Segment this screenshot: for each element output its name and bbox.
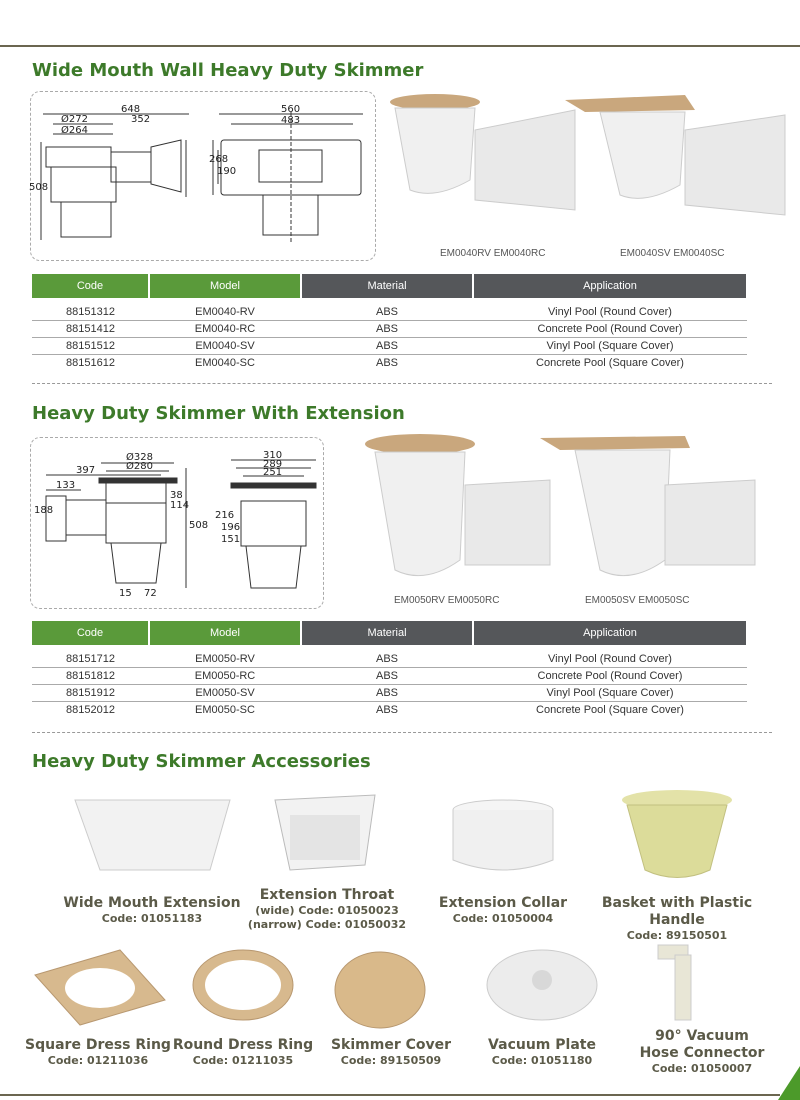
square-cover-skimmer-image: [565, 95, 785, 215]
col-code: Code: [32, 274, 149, 298]
table-row: 88151612 EM0040-SC ABS Concrete Pool (Square Cover): [66, 357, 684, 369]
dimension-drawing: [30, 91, 376, 261]
square-dress-ring-image: [35, 950, 165, 1025]
section-divider: [32, 383, 772, 384]
svg-text:289: 289: [263, 459, 283, 470]
spec-table: [32, 274, 748, 371]
wide-mouth-extension-image: [75, 800, 230, 870]
col-model: Model: [149, 274, 301, 298]
svg-text:151: 151: [221, 534, 241, 545]
svg-text:133: 133: [56, 480, 76, 491]
basket-image: [622, 790, 732, 878]
svg-text:38: 38: [170, 490, 183, 501]
accessory-item: Extension Throat (wide) Code: 01050023 (narrow) Code: 01050032: [247, 887, 407, 931]
svg-text:190: 190: [217, 166, 237, 177]
skimmer-diagram: [31, 438, 323, 608]
col-application: Application: [473, 621, 747, 645]
col-material: Material: [301, 621, 473, 645]
square-cover-skimmer-image: [540, 436, 755, 576]
col-application: Application: [473, 274, 747, 298]
vacuum-plate-image: [487, 950, 597, 1020]
table-row: 88151712 EM0050-RV ABS Vinyl Pool (Round Cover): [32, 645, 747, 668]
table-row: 88151912 EM0050-SV ABS Vinyl Pool (Square Cover): [32, 685, 747, 702]
accessory-item: Skimmer Cover Code: 89150509: [330, 1037, 452, 1067]
svg-text:72: 72: [144, 588, 157, 599]
extension-collar-image: [453, 800, 553, 870]
accessory-item: Basket with Plastic Handle Code: 89150501: [601, 895, 753, 942]
round-dress-ring-image: [193, 950, 293, 1020]
svg-text:508: 508: [29, 182, 49, 193]
table-row: 88151412 EM0040-RC ABS Concrete Pool (Round Cover): [32, 321, 747, 338]
svg-text:648: 648: [121, 104, 141, 115]
svg-text:Ø280: Ø280: [126, 461, 153, 472]
svg-text:196: 196: [221, 522, 241, 533]
top-rule: [0, 45, 800, 47]
product-photos: [360, 430, 770, 595]
svg-text:114: 114: [170, 500, 190, 511]
section-title: Wide Mouth Wall Heavy Duty Skimmer: [32, 60, 424, 81]
bottom-rule: [0, 1094, 780, 1096]
skimmer-cover-image: [335, 952, 425, 1028]
corner-accent: [778, 1066, 800, 1100]
svg-text:15: 15: [119, 588, 132, 599]
table-row: 88151312 EM0040-RV ABS Vinyl Pool (Round Cover): [32, 298, 747, 321]
svg-text:Ø264: Ø264: [61, 125, 88, 136]
round-cover-skimmer-image: [390, 94, 575, 210]
extension-throat-image: [275, 795, 375, 870]
section-divider: [32, 732, 772, 733]
table-row: 88152012 EM0050-SC ABS Concrete Pool (Square Cover): [66, 704, 684, 716]
accessory-item: 90° Vacuum Hose Connector Code: 01050007: [639, 1028, 765, 1075]
section-title: Heavy Duty Skimmer Accessories: [32, 751, 371, 772]
accessory-item: Square Dress Ring Code: 01211036: [25, 1037, 171, 1067]
col-material: Material: [301, 274, 473, 298]
round-cover-skimmer-image: [365, 434, 550, 576]
accessory-item: Extension Collar Code: 01050004: [438, 895, 568, 925]
svg-text:352: 352: [131, 114, 151, 125]
col-code: Code: [32, 621, 149, 645]
col-model: Model: [149, 621, 301, 645]
hose-connector-image: [658, 945, 691, 1020]
accessory-item: Wide Mouth Extension Code: 01051183: [63, 895, 241, 925]
svg-text:310: 310: [263, 450, 283, 461]
product-caption: EM0050SV EM0050SC: [585, 595, 690, 606]
product-caption: EM0040RV EM0040RC: [440, 248, 546, 259]
svg-text:268: 268: [209, 154, 229, 165]
section-title: Heavy Duty Skimmer With Extension: [32, 403, 405, 424]
svg-text:560: 560: [281, 104, 301, 115]
svg-text:397: 397: [76, 465, 96, 476]
accessory-item: Round Dress Ring Code: 01211035: [172, 1037, 314, 1067]
accessory-item: Vacuum Plate Code: 01051180: [488, 1037, 596, 1067]
product-caption: EM0040SV EM0040SC: [620, 248, 725, 259]
svg-text:Ø272: Ø272: [61, 114, 88, 125]
svg-text:216: 216: [215, 510, 235, 521]
product-photos: [385, 90, 795, 250]
dimension-drawing: [30, 437, 324, 609]
table-row: 88151812 EM0050-RC ABS Concrete Pool (Round Cover): [32, 668, 747, 685]
skimmer-diagram: [31, 92, 375, 260]
svg-text:251: 251: [263, 467, 283, 478]
svg-text:508: 508: [189, 520, 209, 531]
svg-text:188: 188: [34, 505, 54, 516]
spec-table: [32, 621, 748, 718]
table-row: 88151512 EM0040-SV ABS Vinyl Pool (Square Cover): [32, 338, 747, 355]
product-caption: EM0050RV EM0050RC: [394, 595, 500, 606]
svg-text:483: 483: [281, 115, 301, 126]
svg-text:Ø328: Ø328: [126, 452, 153, 463]
